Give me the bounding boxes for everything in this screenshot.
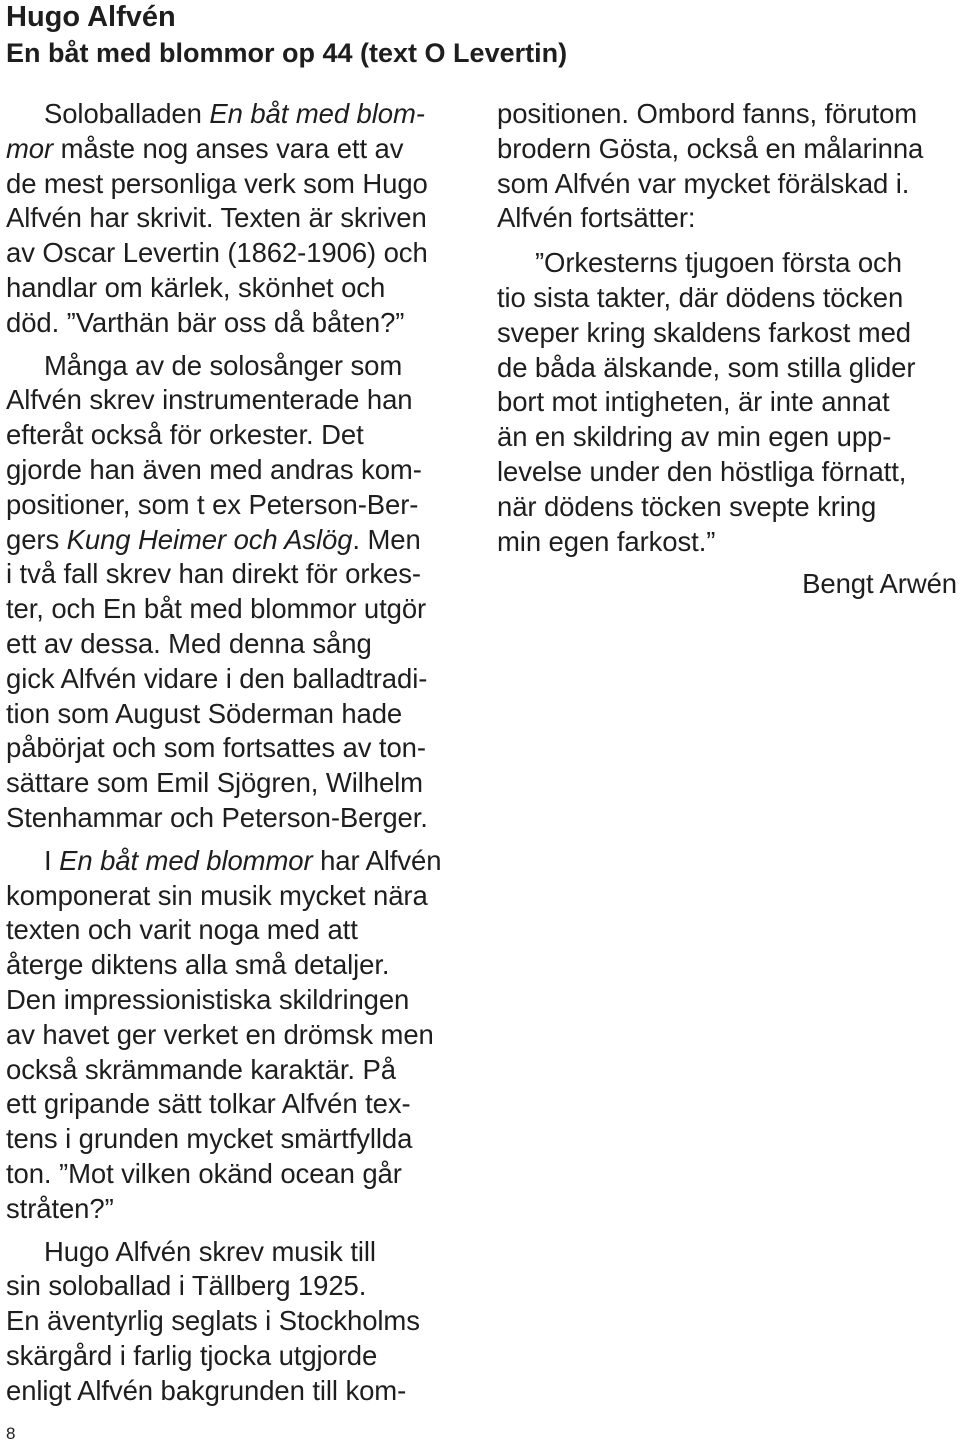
text-segment: handlar om kärlek, skönhet och (6, 271, 386, 303)
text-segment: när dödens töcken svepte kring (497, 490, 877, 522)
text-segment: min egen farkost.” (497, 525, 716, 557)
text-segment: ett av dessa. Med denna sång (6, 627, 372, 659)
page-subtitle: En båt med blommor op 44 (text O Levertin) (6, 38, 568, 68)
text-segment: de mest personliga verk som Hugo (6, 167, 428, 199)
text-line (6, 1235, 476, 1270)
text-segment: tion som August Söderman hade (6, 697, 403, 729)
text-line (6, 132, 476, 167)
text-segment: ett gripande sätt tolkar Alfvén tex- (6, 1088, 411, 1120)
text-line (6, 1122, 476, 1157)
text-line (497, 385, 959, 420)
text-line (6, 167, 476, 202)
text-line (6, 306, 476, 341)
text-line (6, 271, 476, 306)
text-line (6, 1018, 476, 1053)
text-segment: har Alfvén (312, 844, 442, 876)
text-segment: också skrämmande karaktär. På (6, 1053, 396, 1085)
text-segment: stråten?” (6, 1192, 114, 1224)
text-segment: måste nog anses vara ett av (53, 132, 404, 164)
text-segment: ter, och En båt med blommor utgör (6, 593, 427, 625)
text-line (6, 731, 476, 766)
text-line (497, 132, 959, 167)
left-text-column (6, 97, 476, 1408)
text-segment: Hugo Alfvén skrev musik till (44, 1235, 376, 1267)
page-title: Hugo Alfvén (6, 1, 176, 33)
text-line (6, 383, 476, 418)
text-segment: i två fall skrev han direkt för orkes- (6, 558, 421, 590)
text-segment: död. ”Varthän bär oss då båten?” (6, 306, 405, 338)
text-line (497, 167, 959, 202)
text-line (6, 97, 476, 132)
text-line (497, 281, 959, 316)
text-line (6, 801, 476, 836)
text-segment: ton. ”Mot vilken okänd ocean går (6, 1157, 402, 1189)
text-line (6, 697, 476, 732)
text-line (497, 201, 959, 236)
text-line (6, 1192, 476, 1227)
text-segment: Alfvén fortsätter: (497, 202, 696, 234)
text-line (6, 913, 476, 948)
italic-text: Kung Heimer och Aslög (66, 523, 353, 555)
text-line (497, 525, 959, 560)
italic-text: En båt med blommor (59, 844, 313, 876)
text-segment: I (44, 844, 60, 876)
text-segment: positioner, som t ex Peterson-Ber- (6, 488, 419, 520)
text-line (6, 1053, 476, 1088)
text-segment: En äventyrlig seglats i Stockholms (6, 1305, 420, 1337)
text-segment: bort mot intigheten, är inte annat (497, 386, 890, 418)
text-segment: Stenhammar och Peterson-Berger. (6, 801, 428, 833)
text-segment: levelse under den höstliga förnatt, (497, 455, 907, 487)
text-line (6, 1304, 476, 1339)
text-segment: Alfvén skrev instrumenterade han (6, 384, 413, 416)
text-segment: gjorde han även med andras kom- (6, 453, 422, 485)
italic-text: mor (6, 132, 54, 164)
text-line (6, 349, 476, 384)
text-segment: sättare som Emil Sjögren, Wilhelm (6, 767, 423, 799)
text-segment: . Men (352, 523, 421, 555)
text-line (6, 592, 476, 627)
text-segment: än en skildring av min egen upp- (497, 421, 892, 453)
text-line (6, 1339, 476, 1374)
author-signature: Bengt Arwén (802, 568, 957, 600)
text-line (6, 844, 476, 879)
text-segment: gick Alfvén vidare i den balladtradi- (6, 662, 428, 694)
text-line (6, 662, 476, 697)
page-number: 8 (6, 1424, 16, 1443)
text-line (6, 1087, 476, 1122)
text-line (6, 523, 476, 558)
text-segment: tio sista takter, där dödens töcken (497, 281, 904, 313)
text-line (497, 455, 959, 490)
text-line (6, 453, 476, 488)
text-segment: Alfvén har skrivit. Texten är skriven (6, 202, 427, 234)
text-line (497, 351, 959, 386)
italic-text: En båt med blom- (209, 98, 425, 129)
text-segment: efteråt också för orkester. Det (6, 419, 364, 451)
text-line (6, 1157, 476, 1192)
text-line (6, 1374, 476, 1409)
text-segment: komponerat sin musik mycket nära (6, 879, 428, 911)
text-line (6, 627, 476, 662)
text-line (497, 316, 959, 351)
text-segment: positionen. Ombord fanns, förutom (497, 98, 918, 129)
text-line (6, 948, 476, 983)
text-segment: Den impressionistiska skildringen (6, 983, 410, 1015)
text-line (6, 418, 476, 453)
text-segment: av Oscar Levertin (1862-1906) och (6, 237, 428, 269)
text-line (6, 236, 476, 271)
text-line (6, 201, 476, 236)
text-segment: ”Orkesterns tjugoen första och (535, 247, 902, 279)
text-segment: Många av de solosånger som (44, 349, 403, 381)
text-line (6, 766, 476, 801)
text-segment: påbörjat och som fortsattes av ton- (6, 732, 426, 764)
text-line (497, 420, 959, 455)
text-segment: brodern Gösta, också en målarinna (497, 132, 924, 164)
text-segment: sveper kring skaldens farkost med (497, 316, 911, 348)
text-segment: de båda älskande, som stilla glider (497, 351, 916, 383)
text-line (6, 1269, 476, 1304)
text-line (497, 490, 959, 525)
text-segment: skärgård i farlig tjocka utgjorde (6, 1339, 378, 1371)
text-segment: sin soloballad i Tällberg 1925. (6, 1270, 367, 1302)
text-line (6, 983, 476, 1018)
text-line (6, 557, 476, 592)
text-line (6, 488, 476, 523)
text-segment: gers (6, 523, 67, 555)
text-line (6, 879, 476, 914)
text-segment: Soloballaden (44, 98, 210, 129)
text-segment: texten och varit noga med att (6, 914, 358, 946)
text-segment: återge diktens alla små detaljer. (6, 949, 390, 981)
text-line (497, 97, 959, 132)
text-segment: som Alfvén var mycket förälskad i. (497, 167, 910, 199)
text-segment: av havet ger verket en drömsk men (6, 1018, 434, 1050)
text-segment: enligt Alfvén bakgrunden till kom- (6, 1374, 407, 1406)
right-text-column (497, 97, 959, 602)
text-segment: tens i grunden mycket smärtfyllda (6, 1123, 413, 1155)
text-line (497, 246, 959, 281)
